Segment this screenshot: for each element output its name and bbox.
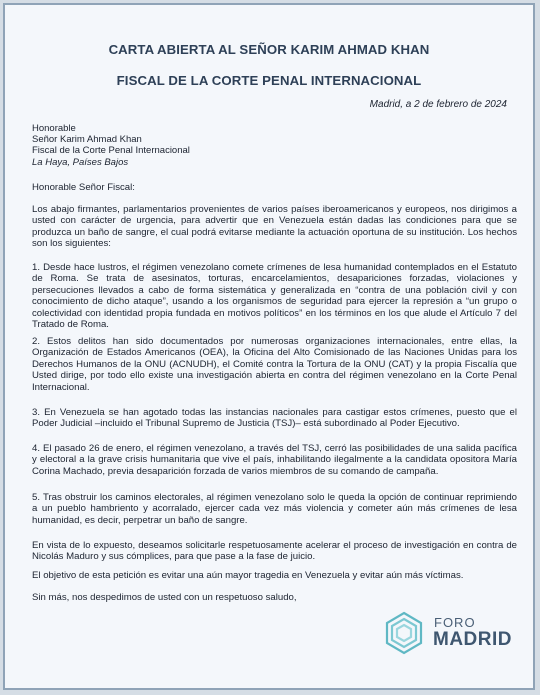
closing-paragraph: Sin más, nos despedimos de usted con un respetuoso saludo, [32,592,297,603]
point-4-paragraph: 4. El pasado 26 de enero, el régimen venezolano, a través del TSJ, cerró las posibilidades de una salida pacífica y electoral a la grave crisis humanitaria que vive el país, inhabilitando ilegalmente a la candidata opositora María Corina Machado, previa desaparición forzada de varios miembros de su comando de campaña. [32,443,517,477]
address-line: Honorable [32,123,76,134]
point-1-paragraph: 1. Desde hace lustros, el régimen venezolano comete crímenes de lesa humanidad contemplados en el Estatuto de Roma. Se trata de asesinatos, torturas, encarcelamientos, desapariciones forzadas, violaciones y persecuciones llevados a cabo de forma sistemática y generalizada en “contra de una población civil y con conocimiento de dicho ataque”, usando a los organismos de seguridad para ejercer la represión a “un grupo o colectividad con identidad propia fundada en motivos políticos” en los términos en los que alude el Artículo 7 del Tratado de Roma. [32,262,517,331]
request-paragraph: En vista de lo expuesto, deseamos solicitarle respetuosamente acelerar el proceso de investigación en contra de Nicolás Maduro y sus cómplices, para que pase a la fase de juicio. [32,540,517,563]
address-line: Fiscal de la Corte Penal Internacional [32,145,190,157]
point-2-paragraph: 2. Estos delitos han sido documentados por numerosas organizaciones internacionales, entre ellas, la Organización de Estados Americanos (OEA), la Oficina del Alto Comisionado de las Naciones Unidas para los Derechos Humanos de la ONU (ACNUDH), el Comité contra la Tortura de la ONU (CAT) y la propia Fiscalía que Usted dirige, por todo ello existe una investigación abierta en contra del régimen venezolano en la Corte Penal Internacional. [32,336,517,393]
letter-page [3,3,535,690]
foro-madrid-logo [381,602,521,662]
salutation: Honorable Señor Fiscal: [32,182,135,193]
logo-text-foro: FORO [434,615,476,630]
letter-date: Madrid, a 2 de febrero de 2024 [369,99,507,110]
point-5-paragraph: 5. Tras obstruir los caminos electorales, al régimen venezolano solo le queda la opción de continuar reprimiendo a un pueblo hambriento y acorralado, ejercer cada vez más violencia y cometer aún más crímenes de lesa humanidad, es decir, perpetrar un baño de sangre. [32,492,517,526]
objective-paragraph: El objetivo de esta petición es evitar una aún mayor tragedia en Venezuela y evitar aún más víctimas. [32,570,464,581]
recipient-address [32,123,332,168]
hexagon-ring-logo-icon [381,610,427,656]
intro-paragraph: Los abajo firmantes, parlamentarios provenientes de varios países iberoamericanos y europeos, nos dirigimos a usted con carácter de urgencia, para advertir que en Venezuela están dadas las condiciones para que se produzca un baño de sangre, el cual podrá evitarse mediante la actuación oportuna de su institución. Los hechos son los siguientes: [32,204,517,250]
address-line: La Haya, Países Bajos [32,156,129,168]
point-3-paragraph: 3. En Venezuela se han agotado todas las instancias nacionales para castigar estos crímenes, puesto que el Poder Judicial –incluido el Tribunal Supremo de Justicia (TSJ)– está subordinado al Poder Ejecutivo. [32,407,517,430]
logo-text-madrid: MADRID [433,629,512,650]
address-line: Señor Karim Ahmad Khan [32,134,142,146]
letter-title-line2: FISCAL DE LA CORTE PENAL INTERNACIONAL [116,73,422,88]
letter-title-line1: CARTA ABIERTA AL SEÑOR KARIM AHMAD KHAN [108,42,430,57]
